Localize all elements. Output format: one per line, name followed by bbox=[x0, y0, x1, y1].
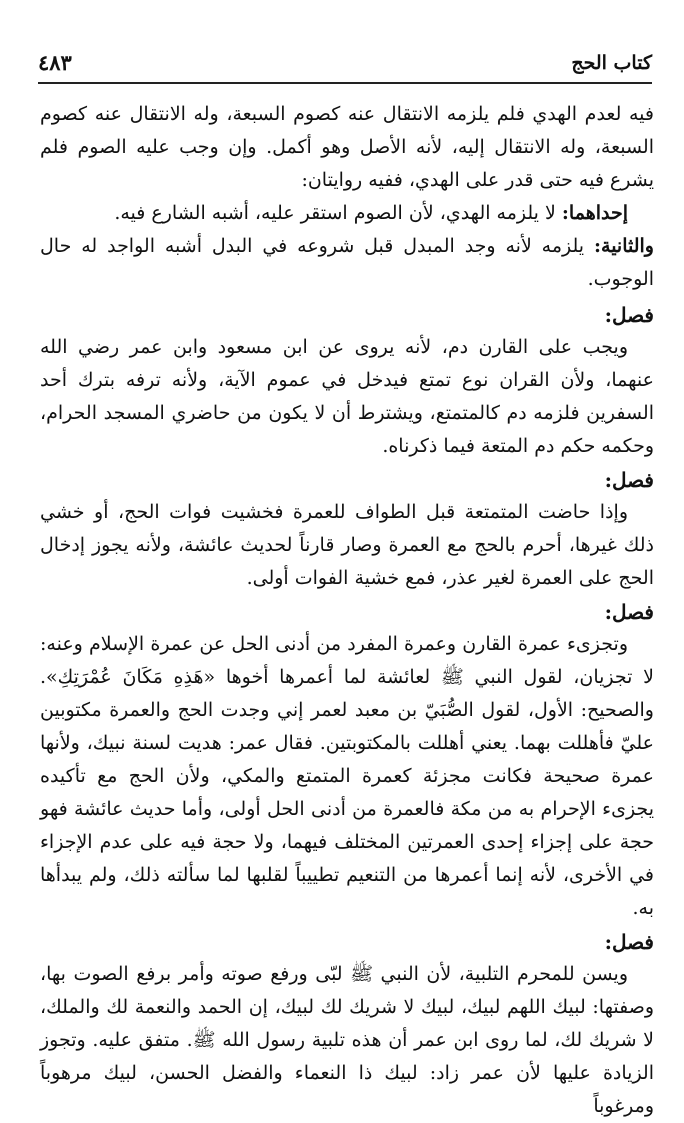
paragraph-intro: فيه لعدم الهدي فلم يلزمه الانتقال عنه كصوم السبعة، وله الانتقال عنه كصوم السبعة، وله الانتقال إليه، لأنه الأصل وهو أكمل. وإن وجب عليه الصوم فلم يشرع فيه حتى قدر على الهدي، ففيه روايتان: bbox=[40, 103, 654, 191]
narration-one-text: لا يلزمه الهدي، لأن الصوم استقر عليه، أشبه الشارع فيه. bbox=[114, 202, 556, 224]
section-1-text: ويجب على القارن دم، لأنه يروى عن ابن مسعود وابن عمر رضي الله عنهما، ولأن القران نوع تمتع فيدخل في عموم الآية، ولأنه ترفه بترك أحد السفرين فلزمه دم كالمتمتع، ويشترط أن لا يكون من حاضري المسجد الحرام، وحكمه حكم دم المتعة فيما ذكرناه. bbox=[40, 336, 654, 457]
section-heading: فصل: bbox=[604, 930, 654, 954]
narration-two-label: والثانية: bbox=[594, 235, 654, 257]
narration-one-label: إحداهما: bbox=[561, 202, 628, 224]
page-body bbox=[40, 98, 654, 1123]
section-2-text: وإذا حاضت المتمتعة قبل الطواف للعمرة فخشيت فوات الحج، أو خشي ذلك غيرها، أحرم بالحج مع العمرة وصار قارناً لحديث عائشة، ولأنه يجوز إدخال الحج على العمرة لغير عذر، فمع خشية الفوات أولى. bbox=[40, 501, 654, 589]
page-number: ٤٨٣ bbox=[38, 50, 72, 75]
narration-two-text: يلزمه لأنه وجد المبدل قبل شروعه في البدل أشبه الواجد له حال الوجوب. bbox=[40, 235, 654, 290]
narration-one bbox=[40, 197, 654, 230]
section-heading: فصل: bbox=[604, 600, 654, 624]
section-heading: فصل: bbox=[604, 303, 654, 327]
section-3-text: وتجزىء عمرة القارن وعمرة المفرد من أدنى الحل عن عمرة الإسلام وعنه: لا تجزيان، لقول النبي ﷺ لعائشة لما أعمرها أخوها «هَذِهِ مَكَانَ عُمْرَتِكِ». والصحيح: الأول، لقول الصُّبَيّ بن معبد لعمر إني وجدت الحج والعمرة مكتوبين عليّ فأهللت بهما. يعني أهللت بالمكتوبتين. فقال عمر: هديت لسنة نبيك، ولأنها عمرة صحيحة فكانت مجزئة كعمرة المتمتع والمكي، ولأن الحج مع تأكيده يجزىء الإحرام به من مكة فالعمرة من أدنى الحل أولى، وأما حديث عائشة فهو حجة على إجزاء إحدى العمرتين المختلف فيهما، ولا حجة فيه على عدم الإجزاء في الأخرى، لأنه إنما أعمرها من التنعيم تطييباً لقلبها لما سألته ذلك، ولم يبدأها به. bbox=[40, 633, 654, 919]
header-rule bbox=[38, 82, 652, 84]
book-title: كتاب الحج bbox=[571, 52, 652, 74]
section-heading: فصل: bbox=[604, 468, 654, 492]
page-header bbox=[38, 44, 652, 84]
section-4-text: ويسن للمحرم التلبية، لأن النبي ﷺ لبّى ورفع صوته وأمر برفع الصوت بها، وصفتها: لبيك اللهم لبيك، لبيك لا شريك لك لبيك، إن الحمد والنعمة لك والملك، لا شريك لك، لما روى ابن عمر أن هذه تلبية رسول الله ﷺ. متفق عليه. وتجوز الزيادة عليها لأن عمر زاد: لبيك ذا النعماء والفضل الحسن، لبيك مرهوباً ومرغوباً bbox=[40, 963, 654, 1117]
narration-two bbox=[40, 230, 654, 296]
